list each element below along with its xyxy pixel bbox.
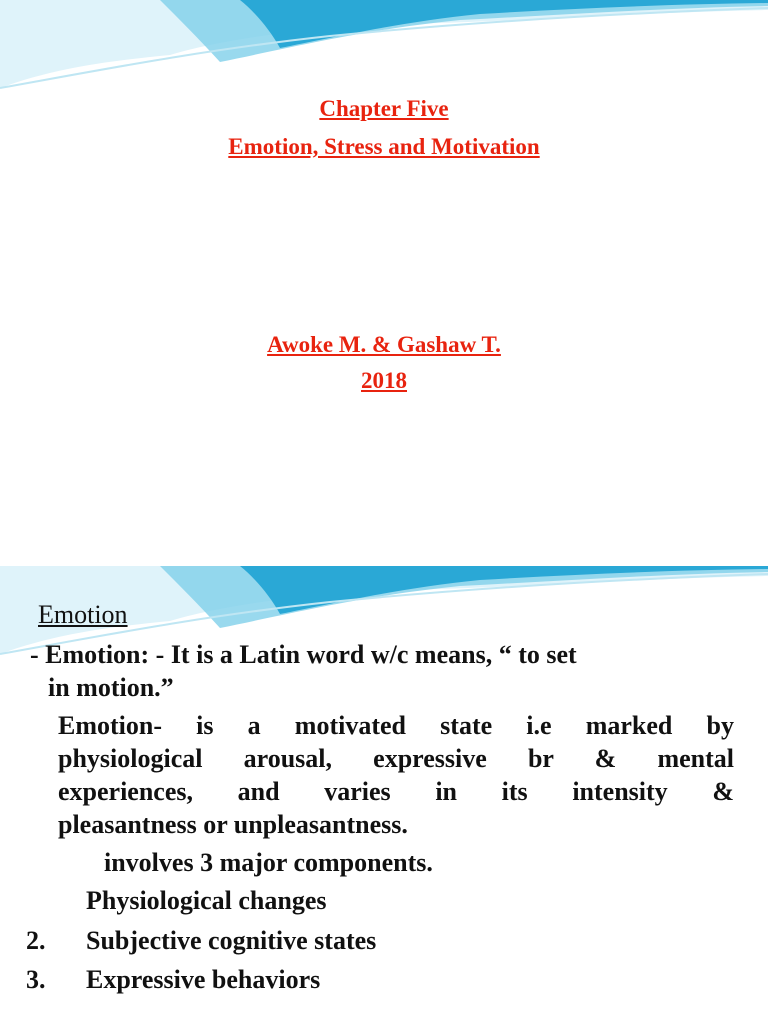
list-item-3-number: 3. xyxy=(26,965,46,994)
section-heading: Emotion xyxy=(38,600,128,629)
authors: Awoke M. & Gashaw T. xyxy=(267,332,501,357)
definition-line-2: in motion.” xyxy=(48,673,174,702)
header-wave-decoration xyxy=(0,0,768,95)
para-line-3: experiences, and varies in its intensity & xyxy=(58,777,734,806)
para-line-2: physiological arousal, expressive br & mental xyxy=(58,744,734,773)
components-intro: involves 3 major components. xyxy=(104,848,433,877)
chapter-label: Chapter Five xyxy=(319,96,449,121)
list-item-2-text: Subjective cognitive states xyxy=(86,926,377,955)
para-line-4: pleasantness or unpleasantness. xyxy=(58,810,408,839)
slide-title: Emotion, Stress and Motivation xyxy=(228,134,540,159)
definition-line-1: - Emotion: - It is a Latin word w/c means, “ to set xyxy=(30,640,577,669)
list-item-3-text: Expressive behaviors xyxy=(86,965,321,994)
para-line-1: Emotion- is a motivated state i.e marked by xyxy=(58,711,734,740)
list-item-2-number: 2. xyxy=(26,926,46,955)
list-item-1-text: Physiological changes xyxy=(86,886,327,915)
year: 2018 xyxy=(361,368,407,393)
content-slide xyxy=(0,566,768,1024)
